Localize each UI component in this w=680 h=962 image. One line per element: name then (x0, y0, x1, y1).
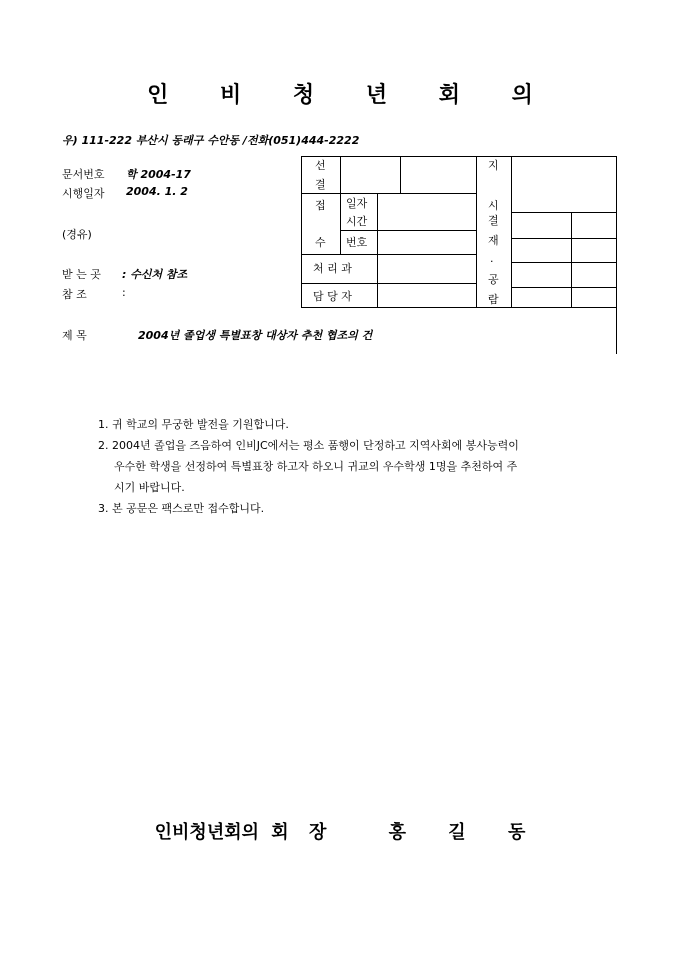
grid-ram: 람 (488, 293, 499, 306)
grid-sigan: 시간 (346, 215, 368, 228)
doc-number-value: 학 2004-17 (126, 168, 191, 181)
recipient-value: : 수신처 참조 (122, 268, 188, 281)
sender-address: 우) 111-222 부산시 동래구 수안동 /전화(051)444-2222 (62, 134, 360, 147)
grid-gyeol: 결 (315, 178, 326, 191)
grid-dot: · (490, 255, 494, 268)
grid-seon: 선 (315, 159, 326, 172)
grid-si: 시 (488, 199, 499, 212)
doc-number-label: 문서번호 (62, 168, 105, 181)
body-line-3: 우수한 학생을 선정하여 특별표창 하고자 하오니 귀교의 우수학생 1명을 추천하여 주 (114, 460, 518, 473)
date-value: 2004. 1. 2 (126, 185, 188, 198)
subject-value: 2004년 졸업생 특별표창 대상자 추천 협조의 건 (138, 329, 373, 342)
page-title: 인 비 청 년 회 의 (147, 82, 555, 108)
body-line-2: 2. 2004년 졸업을 즈음하여 인비JC에서는 평소 품행이 단정하고 지역사회에 봉사능력이 (98, 439, 519, 452)
grid-damdangja: 담 당 자 (313, 290, 352, 303)
reference-value: : (122, 286, 126, 299)
signature (0, 818, 680, 844)
signature-name-3: 동 (507, 822, 526, 843)
grid-beonho: 번호 (346, 236, 368, 249)
grid-su: 수 (315, 236, 326, 249)
signature-name-1: 홍 (388, 822, 406, 843)
body-line-5: 3. 본 공문은 팩스로만 접수합니다. (98, 502, 265, 515)
grid-gong: 공 (488, 273, 499, 286)
reference-label: 참 조 (62, 288, 87, 301)
subject-label: 제 목 (62, 329, 87, 342)
grid-jeop: 접 (315, 199, 326, 212)
recipient-label: 받 는 곳 (62, 268, 101, 281)
signature-name-2: 길 (448, 822, 466, 843)
grid-cheorigwa: 처 리 과 (313, 262, 352, 275)
body-line-4: 시기 바랍니다. (114, 481, 185, 494)
date-label: 시행일자 (62, 187, 105, 200)
body-text (98, 414, 628, 519)
grid-jae: 재 (488, 234, 499, 247)
grid-ji: 지 (488, 159, 499, 172)
grid-ilja: 일자 (346, 197, 368, 210)
grid-gyeol2: 결 (488, 214, 499, 227)
body-line-1: 1. 귀 학교의 무궁한 발전을 기원합니다. (98, 418, 289, 431)
signature-org: 인비청년회의 (154, 822, 259, 843)
signature-title-1: 회 (271, 822, 289, 843)
via-label: (경유) (62, 228, 92, 241)
signature-title-2: 장 (308, 822, 327, 843)
